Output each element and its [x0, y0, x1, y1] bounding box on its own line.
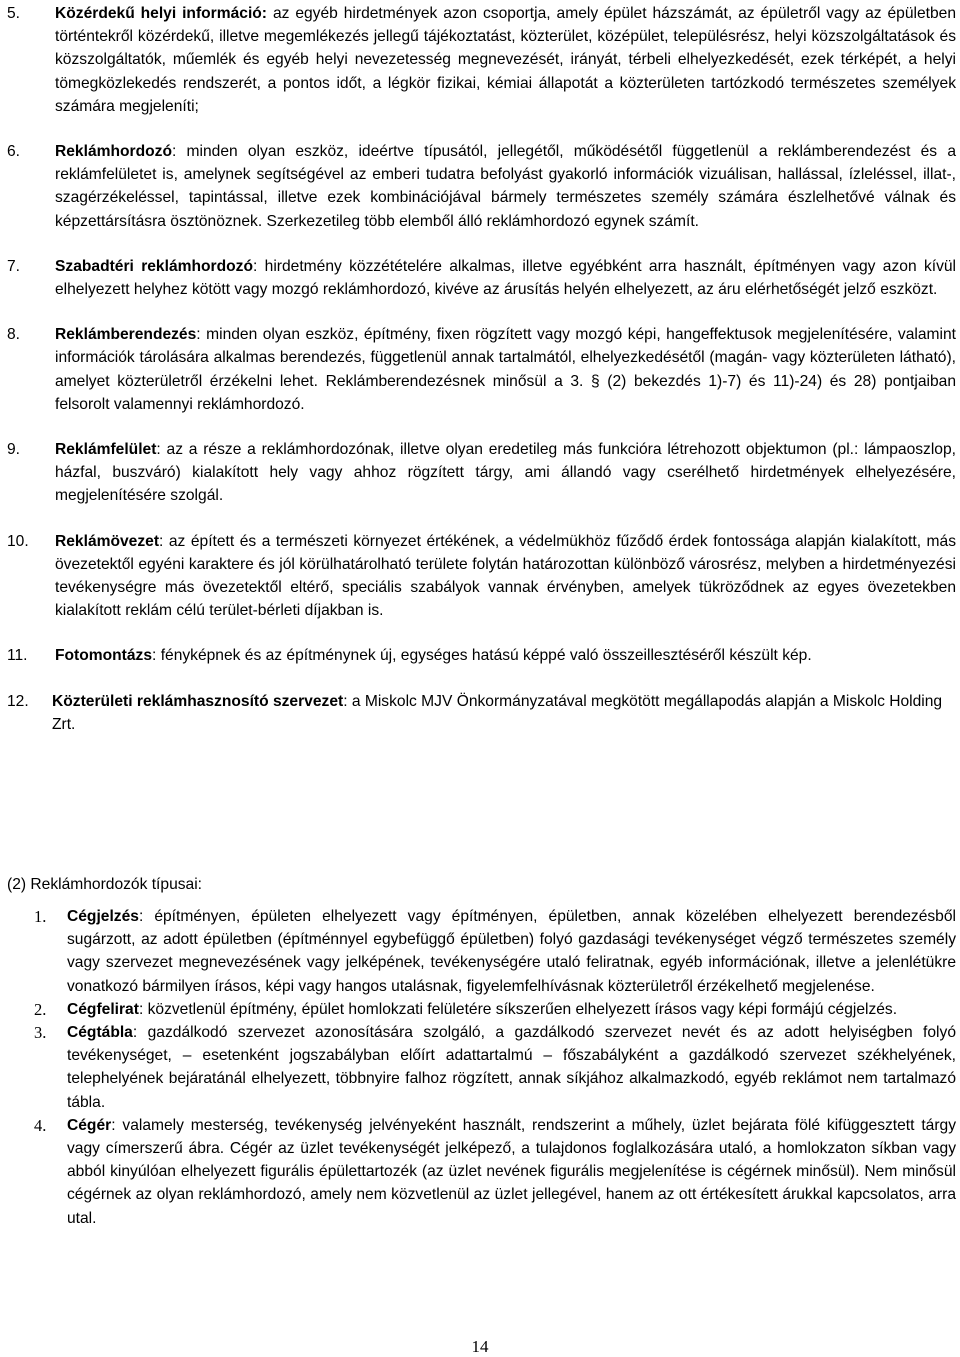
definition-text: : az épített és a természeti környezet értékének, a védelmükhöz fűződő érdek fontossága alapján kialakított, más övezetektől egyéni karaktere és jól körülhatárolható területe folytán határozottan különböző városrész, melyben a hirdetményezési tevékenységre más övezetektől eltérő, speciális szabályok vannak érvényben, amelyek tükröződnek az egyes övezetekben kialakított reklám célú terület-bérleti díjakban is.: [55, 532, 956, 620]
definition-text: : fényképnek és az építménynek új, egységes hatású képpé való összeillesztéséről készült kép.: [152, 647, 812, 665]
definition-item: [7, 140, 956, 233]
type-body: [67, 998, 956, 1021]
type-text: : építményen, épületen elhelyezett vagy építményen, épületben, annak közelében elhelyezett berendezésből sugárzott, az adott épületben (építménnyel egybefüggő épületben) folyó gazdasági tevékenységet végző természetes személy vagy szervezet megnevezésének vagy jelképének, tevékenységére utaló feliratnak, egyéb információnak, illetve a jelenlétükre vonatkozó bármilyen írásos, képi vagy hangos utalásnak, figyelemfelhívásnak közterületről érzékelhető megjelenése.: [67, 908, 956, 995]
definition-item: [7, 690, 956, 736]
type-term: Cégtábla: [67, 1024, 133, 1042]
definition-number: 12.: [7, 692, 29, 710]
definition-term: Reklámhordozó: [55, 143, 172, 161]
definition-body: [55, 255, 956, 301]
type-body: [67, 905, 956, 998]
definition-body: [55, 323, 956, 416]
section-subheading: (2) Reklámhordozók típusai:: [7, 876, 203, 893]
type-term: Cégfelirat: [67, 1000, 139, 1018]
definition-number: 7.: [7, 257, 21, 275]
type-item: [34, 1114, 956, 1230]
definition-item: [7, 323, 956, 416]
definition-term: Fotomontázs: [55, 647, 153, 665]
definitions-list: [7, 2, 956, 744]
definition-item: [7, 438, 956, 508]
type-item: [34, 905, 956, 998]
definition-body: [55, 2, 956, 118]
definition-text: : minden olyan eszköz, építmény, fixen rögzített vagy mozgó képi, hangeffektusok megjelenítésére, valamint információk tárolására alkalmas berendezés, függetlenül annak tartalmától, elhelyezkedésétől (magán- vagy közterületen látható), amelyet közterületről érzékelni lehet. Reklámberendezésnek minősül a 3. § (2) bekezdés 1)-7) és 11)-24) és 28) pontjaiban felsorolt valamennyi reklámhordozó.: [55, 326, 956, 413]
definition-item: [7, 644, 956, 667]
definition-text: : az a része a reklámhordozónak, illetve olyan eredetileg más funkcióra létrehozott objektumon (pl.: lámpaoszlop, házfal, buszváró) kialakított hely vagy ahhoz rögzített tárgy, ami állandó vagy cserélhető hirdetmények elhelyezésére, megjelenítésére szolgál.: [55, 441, 956, 505]
type-text: : közvetlenül építmény, épület homlokzati felületére síkszerűen elhelyezett írásos vagy képi formájú cégjelzés.: [138, 1000, 898, 1018]
type-number: 1.: [34, 907, 47, 926]
types-list: [34, 905, 956, 1230]
definition-number: 5.: [7, 5, 21, 22]
type-term: Cégjelzés: [67, 908, 139, 925]
definition-term: Reklámfelület: [55, 441, 157, 459]
type-text: : gazdálkodó szervezet azonosítására szolgáló, a gazdálkodó szervezet nevét és az adott helyiségben folyó tevékenységet, – esetenként jogszabályban előírt adattartalmú – főszabályként a gazdálkodó szervezet székhelyének, telephelyének bejáratánál elhelyezett, többnyire falhoz rögzített, annak síkjához alkalmazkodó, egyéb reklámot nem tartalmazó tábla.: [67, 1024, 956, 1111]
type-body: [67, 1114, 956, 1230]
definition-item: [7, 255, 956, 301]
definition-body: [55, 140, 956, 233]
definition-body: [52, 690, 956, 736]
type-item: [34, 1021, 956, 1114]
definition-term: Reklámberendezés: [55, 326, 197, 344]
definition-term: Reklámövezet: [55, 532, 160, 550]
type-text: : valamely mesterség, tevékenység jelvényeként használt, rendszerint a műhely, üzlet bejárata fölé kifüggesztett tárgy vagy címerszerű ábra. Cégér az üzlet tevékenységét jelképező, a tulajdonos foglalkozására utaló, a homlokzaton síkban vagy abból kinyúlóan elhelyezett figurális épülettartozék (az üzlet nevének figurális megjelenítése is cégérnek minősül). Nem minősül cégérnek az olyan reklámhordozó, amely nem közvetlenül az üzlet jellegével, hanem az ott értékesített árukkal kapcsolatos, arra utal.: [67, 1116, 956, 1227]
definition-number: 6.: [7, 143, 21, 161]
type-term: Cégér: [67, 1116, 112, 1134]
definition-number: 10.: [7, 532, 29, 550]
definition-text: : a Miskolc MJV Önkormányzatával megkötött megállapodás alapján a Miskolc Holding Zrt.: [52, 692, 943, 733]
definition-term: Szabadtéri reklámhordozó: [55, 257, 253, 275]
type-number: 4.: [34, 1115, 47, 1135]
definition-item: [7, 2, 956, 118]
definition-text: : hirdetmény közzétételére alkalmas, illetve egyébként arra használt, építményen vagy azon kívül elhelyezett helyhez kötött vagy mozgó reklámhordozó, kivéve az árusítás helyén elhelyezett, az áru elérhetőségét jelző eszközt.: [55, 257, 957, 299]
type-item: [34, 998, 956, 1021]
definition-item: [7, 530, 956, 623]
definition-text: az egyéb hirdetmények azon csoportja, amely épület házszámát, az épületről vagy az épületben történtekről közérdekű, illetve megemlékezés jellegű tájékoztatást, közterület, középület, településrész, helyi közszolgáltatások és közszolgáltatók, műemlék és egyéb helyi nevezetesség megnevezését, irányát, térbeli elhelyezkedését, ezek térképét, a helyi tömegközlekedés rendszerét, a pontos időt, a légkör fizikai, kémiai állapotát a közterületen tartózkodó természetes személyek számára megjeleníti;: [55, 5, 957, 115]
type-number: 3.: [34, 1023, 47, 1043]
definition-text: : minden olyan eszköz, ideértve típusától, jellegétől, működésétől függetlenül a reklámberendezést és a reklámfelületet is, amelynek segítségével az emberi tudatra befolyást gyakorló információk vizuálisan, hallással, ízleléssel, illat-, szagérzékeléssel, tapintással, illetve ezek kombinációjával bármely természetes személy számára észlelhetővé válnak és képzettársításra ösztönöznek. Szerkezetileg több elemből álló reklámhordozó egynek számít.: [55, 143, 956, 230]
definition-body: [55, 438, 956, 508]
definition-body: [55, 530, 956, 623]
type-body: [67, 1021, 956, 1114]
definition-number: 8.: [7, 326, 21, 344]
page-number: 14: [471, 1337, 489, 1356]
definition-body: [55, 644, 956, 667]
definition-number: 11.: [7, 647, 28, 665]
definition-term: Közérdekű helyi információ:: [55, 5, 268, 22]
type-number: 2.: [34, 999, 47, 1019]
definition-number: 9.: [7, 441, 21, 459]
definition-term: Közterületi reklámhasznosító szervezet: [52, 692, 344, 710]
